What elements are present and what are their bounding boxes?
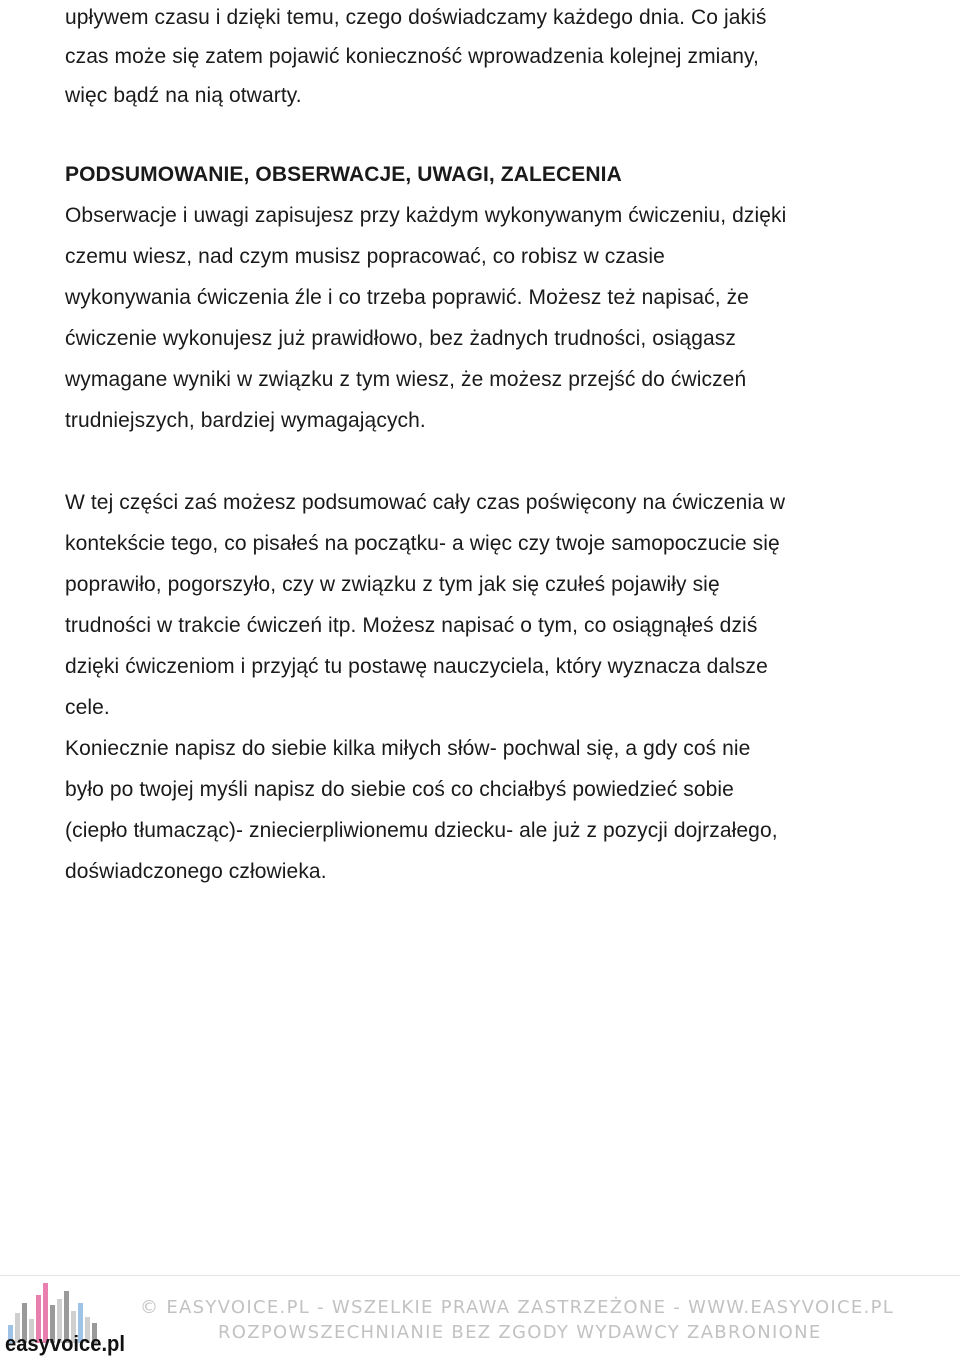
text-line: (ciepło tłumacząc)- zniecierpliwionemu dziecku- ale już z pozycji dojrzałego,: [65, 819, 778, 842]
text-line: Koniecznie napisz do siebie kilka miłych słów- pochwal się, a gdy coś nie: [65, 737, 751, 760]
page-footer: [0, 1275, 960, 1357]
footer-copyright: © EASYVOICE.PL - WSZELKIE PRAWA ZASTRZEŻONE - WWW.EASYVOICE.PL: [140, 1297, 895, 1318]
text-line: ćwiczenie wykonujesz już prawidłowo, bez żadnych trudności, osiągasz: [65, 327, 736, 350]
easyvoice-logo: [0, 1275, 130, 1357]
text-line: wykonywania ćwiczenia źle i co trzeba poprawić. Możesz też napisać, że: [65, 286, 749, 309]
text-line: dzięki ćwiczeniom i przyjąć tu postawę nauczyciela, który wyznacza dalsze: [65, 655, 768, 678]
text-line: Obserwacje i uwagi zapisujesz przy każdym wykonywanym ćwiczeniu, dzięki: [65, 204, 787, 227]
section-heading: PODSUMOWANIE, OBSERWACJE, UWAGI, ZALECENIA: [65, 163, 622, 186]
text-line: W tej części zaś możesz podsumować cały czas poświęcony na ćwiczenia w: [65, 491, 786, 514]
text-line: czemu wiesz, nad czym musisz popracować, co robisz w czasie: [65, 245, 665, 268]
document-page: [65, 0, 925, 892]
text-line: kontekście tego, co pisałeś na początku- a więc czy twoje samopoczucie się: [65, 532, 780, 555]
text-line: doświadczonego człowieka.: [65, 860, 327, 883]
text-line: było po twojej myśli napisz do siebie coś co chciałbyś powiedzieć sobie: [65, 778, 734, 801]
text-line: trudniejszych, bardziej wymagających.: [65, 409, 426, 432]
logo-text: easyvoice.pl: [5, 1331, 125, 1356]
footer-distribution-notice: ROZPOWSZECHNIANIE BEZ ZGODY WYDAWCY ZABRONIONE: [218, 1322, 822, 1343]
paragraph-summary: [65, 482, 925, 892]
text-line: cele.: [65, 696, 110, 719]
intro-paragraph: [65, 0, 925, 114]
text-line: trudności w trakcie ćwiczeń itp. Możesz napisać o tym, co osiągnąłeś dziś: [65, 614, 758, 637]
text-line: poprawiło, pogorszyło, czy w związku z tym jak się czułeś pojawiły się: [65, 573, 720, 596]
footer-divider: [0, 1275, 960, 1276]
text-line: czas może się zatem pojawić konieczność wprowadzenia kolejnej zmiany,: [65, 45, 759, 68]
text-line: wymagane wyniki w związku z tym wiesz, że możesz przejść do ćwiczeń: [65, 368, 747, 391]
paragraph-observations: [65, 195, 925, 441]
text-line: upływem czasu i dzięki temu, czego doświadczamy każdego dnia. Co jakiś: [65, 6, 767, 29]
text-line: więc bądź na nią otwarty.: [65, 84, 302, 107]
